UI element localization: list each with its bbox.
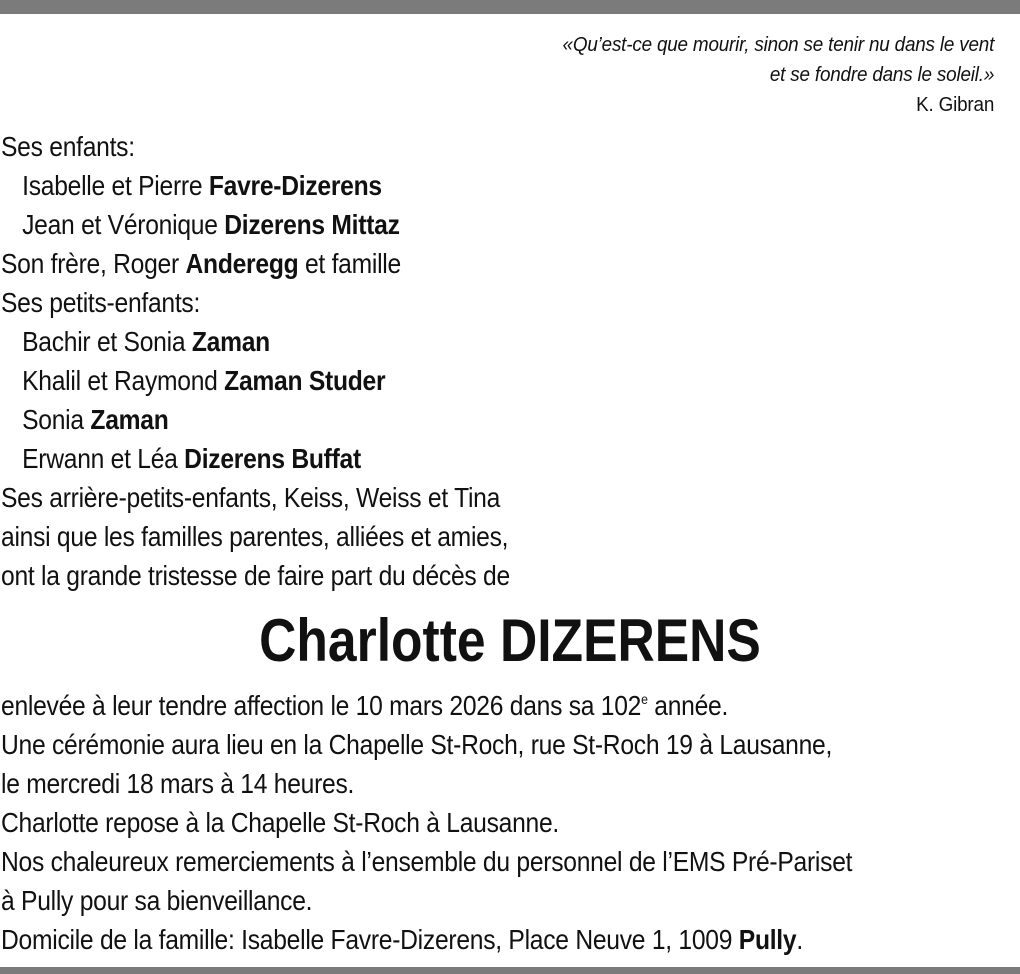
great-grandchildren: Ses arrière-petits-enfants, Keiss, Weiss et Tina (1, 482, 501, 513)
details-line: Charlotte repose à la Chapelle St-Roch à Lausanne. (1, 807, 559, 838)
quote-line-1: «Qu’est-ce que mourir, sinon se tenir nu dans le vent (562, 33, 994, 56)
epigraph-quote (562, 30, 994, 120)
ceremony-details (1, 686, 852, 959)
details-line: à Pully pour sa bienveillance. (1, 885, 313, 916)
details-line: Une cérémonie aura lieu en la Chapelle St-Roch, rue St-Roch 19 à Lausanne, (1, 729, 833, 760)
family-entry: Isabelle et Pierre Favre-Dizerens (22, 170, 382, 201)
quote-author: K. Gibran (915, 93, 994, 116)
relatives-line: ainsi que les familles parentes, alliées et amies, (1, 521, 509, 552)
announcement-line: ont la grande tristesse de faire part du décès de (1, 560, 510, 591)
family-list (1, 127, 510, 595)
family-entry: Bachir et Sonia Zaman (22, 326, 270, 357)
bottom-rule (0, 967, 1020, 974)
details-line: Nos chaleureux remerciements à l’ensemble du personnel de l’EMS Pré-Pariset (1, 846, 853, 877)
family-address: Domicile de la famille: Isabelle Favre-Dizerens, Place Neuve 1, 1009 Pully. (1, 924, 803, 955)
family-entry: Sonia Zaman (22, 404, 169, 435)
top-rule (0, 0, 1020, 14)
family-entry: Son frère, Roger Anderegg et famille (1, 248, 401, 279)
family-entry: Erwann et Léa Dizerens Buffat (22, 443, 361, 474)
details-line: enlevée à leur tendre affection le 10 mars 2026 dans sa 102e année. (1, 690, 729, 721)
deceased-name: Charlotte DIZERENS (259, 607, 761, 674)
quote-line-2: et se fondre dans le soleil.» (769, 63, 994, 86)
grandchildren-heading: Ses petits-enfants: (1, 287, 201, 318)
family-entry: Jean et Véronique Dizerens Mittaz (22, 209, 400, 240)
family-entry: Khalil et Raymond Zaman Studer (22, 365, 386, 396)
details-line: le mercredi 18 mars à 14 heures. (1, 768, 355, 799)
children-heading: Ses enfants: (1, 131, 135, 162)
